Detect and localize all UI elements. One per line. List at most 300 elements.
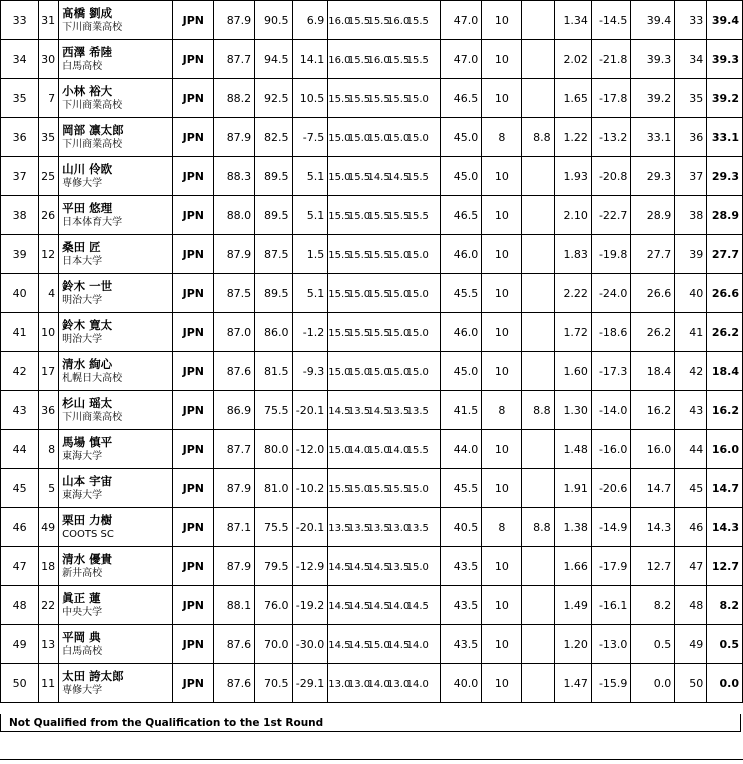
distance-cell: 86.0 [255, 313, 292, 352]
judge-score: 14.5 [328, 405, 351, 417]
wind-cell: 2.10 [554, 196, 591, 235]
table-row [1, 586, 743, 625]
wind-cell: 1.91 [554, 469, 591, 508]
athlete-cell [59, 469, 173, 508]
round-points-cell: 14.3 [631, 508, 675, 547]
judge-score: 16.0 [328, 54, 351, 66]
wind-cell: 2.22 [554, 274, 591, 313]
judge-score: 13.5 [347, 405, 371, 417]
total-points-cell: 16.0 [707, 430, 743, 469]
country-cell: JPN [173, 508, 214, 547]
athlete-club: 白馬高校 [62, 645, 103, 657]
bib-cell: 10 [39, 313, 59, 352]
athlete-cell [59, 157, 173, 196]
round-rank-cell: 35 [675, 79, 707, 118]
judge-scores-cell [328, 352, 441, 391]
athlete-name: 清水 絢心 [62, 356, 113, 371]
round-points-cell: 26.2 [631, 313, 675, 352]
judge-score: 15.0 [406, 288, 429, 300]
table-row [1, 352, 743, 391]
round-rank-cell: 34 [675, 40, 707, 79]
judge-points-cell: 46.5 [441, 79, 482, 118]
round-points-cell: 14.7 [631, 469, 675, 508]
judge-score: 15.5 [367, 210, 390, 222]
athlete-name: 平田 悠理 [62, 200, 113, 215]
round-rank-cell: 41 [675, 313, 707, 352]
judge-score: 15.5 [367, 288, 390, 300]
judge-score: 15.5 [406, 15, 429, 27]
athlete-cell [59, 625, 173, 664]
not-qualified-note: Not Qualified from the Qualification to the 1st Round [0, 714, 741, 732]
judge-points-cell: 45.0 [441, 157, 482, 196]
round-rank-cell: 43 [675, 391, 707, 430]
distance-cell: 89.5 [255, 196, 292, 235]
judge-points-cell: 46.0 [441, 235, 482, 274]
speed-cell: 87.9 [214, 1, 255, 40]
rank-cell: 33 [1, 1, 39, 40]
round-rank-cell: 33 [675, 1, 707, 40]
gate-cell: 10 [482, 79, 522, 118]
table-row [1, 118, 743, 157]
athlete-club: 東海大学 [62, 489, 103, 501]
judge-score: 14.0 [367, 678, 390, 690]
country-cell: JPN [173, 196, 214, 235]
athlete-name: 岡部 凛太郎 [62, 122, 124, 137]
judge-points-cell: 45.5 [441, 469, 482, 508]
country-cell: JPN [173, 118, 214, 157]
athlete-name: 山川 伶欧 [62, 161, 113, 176]
rank-cell: 36 [1, 118, 39, 157]
judge-score: 15.5 [406, 54, 429, 66]
gate-cell: 10 [482, 40, 522, 79]
country-cell: JPN [173, 235, 214, 274]
speed-cell: 87.1 [214, 508, 255, 547]
athlete-club: 専修大学 [62, 684, 103, 696]
judge-score: 13.5 [406, 522, 429, 534]
table-row [1, 157, 743, 196]
judge-score: 14.0 [406, 678, 429, 690]
athlete-name: 鈴木 一世 [62, 278, 113, 293]
athlete-cell [59, 196, 173, 235]
round-points-cell: 29.3 [631, 157, 675, 196]
judge-score: 15.0 [406, 132, 429, 144]
judge-scores-cell [328, 79, 441, 118]
judge-score: 15.5 [347, 93, 371, 105]
rank-cell: 45 [1, 469, 39, 508]
round-points-cell: 26.6 [631, 274, 675, 313]
athlete-cell [59, 118, 173, 157]
athlete-name: 栗田 力樹 [62, 512, 113, 527]
wind-cell: 1.65 [554, 79, 591, 118]
distance-points-cell: 14.1 [292, 40, 328, 79]
judge-points-cell: 47.0 [441, 40, 482, 79]
judge-points-cell: 43.5 [441, 625, 482, 664]
judge-score: 15.5 [328, 249, 351, 261]
judge-score: 15.5 [387, 54, 410, 66]
gate-cell: 10 [482, 1, 522, 40]
athlete-cell [59, 664, 173, 703]
country-cell: JPN [173, 274, 214, 313]
judge-score: 15.5 [347, 171, 371, 183]
gate-points-cell [522, 157, 554, 196]
bib-cell: 7 [39, 79, 59, 118]
judge-score: 15.0 [406, 327, 429, 339]
judge-score: 13.5 [406, 405, 429, 417]
wind-points-cell: -24.0 [591, 274, 630, 313]
judge-score: 15.0 [328, 171, 351, 183]
rank-cell: 41 [1, 313, 39, 352]
judge-scores-cell [328, 625, 441, 664]
judge-scores-cell [328, 508, 441, 547]
distance-points-cell: -20.1 [292, 391, 328, 430]
wind-points-cell: -13.2 [591, 118, 630, 157]
wind-points-cell: -17.3 [591, 352, 630, 391]
wind-cell: 1.48 [554, 430, 591, 469]
judge-score: 14.5 [387, 639, 410, 651]
distance-cell: 70.0 [255, 625, 292, 664]
total-points-cell: 33.1 [707, 118, 743, 157]
wind-points-cell: -13.0 [591, 625, 630, 664]
athlete-name: 山本 宇宙 [62, 473, 113, 488]
judge-points-cell: 41.5 [441, 391, 482, 430]
judge-scores-cell [328, 313, 441, 352]
rank-cell: 46 [1, 508, 39, 547]
round-rank-cell: 44 [675, 430, 707, 469]
judge-score: 15.0 [406, 561, 429, 573]
country-cell: JPN [173, 586, 214, 625]
judge-score: 15.0 [387, 327, 410, 339]
judge-scores-cell [328, 586, 441, 625]
total-points-cell: 39.3 [707, 40, 743, 79]
country-cell: JPN [173, 469, 214, 508]
bib-cell: 35 [39, 118, 59, 157]
judge-score: 15.0 [406, 483, 429, 495]
round-points-cell: 39.4 [631, 1, 675, 40]
judge-score: 15.5 [387, 93, 410, 105]
round-rank-cell: 46 [675, 508, 707, 547]
athlete-club: 明治大学 [62, 294, 103, 306]
wind-cell: 2.02 [554, 40, 591, 79]
distance-cell: 81.5 [255, 352, 292, 391]
gate-cell: 10 [482, 235, 522, 274]
distance-cell: 94.5 [255, 40, 292, 79]
round-points-cell: 16.2 [631, 391, 675, 430]
total-points-cell: 26.6 [707, 274, 743, 313]
athlete-club: 明治大学 [62, 333, 103, 345]
wind-cell: 1.66 [554, 547, 591, 586]
total-points-cell: 14.3 [707, 508, 743, 547]
bib-cell: 5 [39, 469, 59, 508]
judge-score: 16.0 [387, 15, 410, 27]
gate-points-cell [522, 313, 554, 352]
round-rank-cell: 42 [675, 352, 707, 391]
table-row [1, 508, 743, 547]
round-rank-cell: 47 [675, 547, 707, 586]
distance-points-cell: -12.0 [292, 430, 328, 469]
judge-score: 13.0 [387, 522, 410, 534]
athlete-name: 桑田 匠 [62, 239, 101, 254]
gate-points-cell: 8.8 [522, 508, 554, 547]
country-cell: JPN [173, 430, 214, 469]
judge-score: 13.5 [347, 522, 371, 534]
distance-cell: 92.5 [255, 79, 292, 118]
athlete-cell [59, 79, 173, 118]
total-points-cell: 26.2 [707, 313, 743, 352]
athlete-name: 小林 裕大 [62, 83, 113, 98]
judge-score: 15.5 [367, 15, 390, 27]
wind-points-cell: -16.1 [591, 586, 630, 625]
speed-cell: 87.9 [214, 547, 255, 586]
round-rank-cell: 40 [675, 274, 707, 313]
table-row [1, 40, 743, 79]
judge-score: 13.5 [328, 522, 351, 534]
judge-score: 15.5 [347, 15, 371, 27]
judge-score: 15.5 [347, 327, 371, 339]
athlete-club: 札幌日大高校 [62, 372, 123, 384]
distance-points-cell: -19.2 [292, 586, 328, 625]
bib-cell: 36 [39, 391, 59, 430]
bib-cell: 11 [39, 664, 59, 703]
judge-score: 15.0 [387, 132, 410, 144]
gate-cell: 10 [482, 469, 522, 508]
judge-points-cell: 43.5 [441, 586, 482, 625]
judge-points-cell: 44.0 [441, 430, 482, 469]
speed-cell: 87.7 [214, 40, 255, 79]
table-row [1, 1, 743, 40]
country-cell: JPN [173, 391, 214, 430]
gate-points-cell [522, 274, 554, 313]
total-points-cell: 39.4 [707, 1, 743, 40]
round-rank-cell: 48 [675, 586, 707, 625]
total-points-cell: 29.3 [707, 157, 743, 196]
judge-score: 14.5 [387, 171, 410, 183]
speed-cell: 88.2 [214, 79, 255, 118]
round-points-cell: 18.4 [631, 352, 675, 391]
athlete-cell [59, 313, 173, 352]
judge-points-cell: 45.0 [441, 118, 482, 157]
speed-cell: 86.9 [214, 391, 255, 430]
judge-score: 15.5 [406, 210, 429, 222]
bottom-divider [0, 759, 743, 760]
judge-score: 13.0 [328, 678, 351, 690]
judge-points-cell: 45.0 [441, 352, 482, 391]
judge-score: 15.5 [347, 249, 371, 261]
round-points-cell: 39.2 [631, 79, 675, 118]
round-points-cell: 12.7 [631, 547, 675, 586]
gate-points-cell [522, 1, 554, 40]
round-rank-cell: 39 [675, 235, 707, 274]
wind-points-cell: -19.8 [591, 235, 630, 274]
total-points-cell: 27.7 [707, 235, 743, 274]
judge-score: 15.0 [367, 444, 390, 456]
judge-scores-cell [328, 664, 441, 703]
distance-points-cell: 1.5 [292, 235, 328, 274]
speed-cell: 87.6 [214, 625, 255, 664]
judge-score: 14.5 [347, 639, 371, 651]
bib-cell: 49 [39, 508, 59, 547]
gate-points-cell [522, 352, 554, 391]
judge-score: 15.5 [367, 249, 390, 261]
judge-score: 15.5 [347, 54, 371, 66]
bib-cell: 31 [39, 1, 59, 40]
judge-score: 15.0 [328, 444, 351, 456]
gate-points-cell [522, 79, 554, 118]
judge-score: 14.0 [387, 444, 410, 456]
athlete-name: 鈴木 寛太 [62, 317, 113, 332]
judge-points-cell: 46.0 [441, 313, 482, 352]
wind-cell: 1.22 [554, 118, 591, 157]
bib-cell: 30 [39, 40, 59, 79]
round-points-cell: 28.9 [631, 196, 675, 235]
wind-cell: 1.38 [554, 508, 591, 547]
athlete-name: 清水 優貴 [62, 551, 113, 566]
athlete-club: COOTS SC [62, 528, 114, 540]
judge-scores-cell [328, 118, 441, 157]
athlete-cell [59, 391, 173, 430]
judge-score: 13.0 [387, 678, 410, 690]
judge-score: 15.5 [328, 210, 351, 222]
judge-score: 15.5 [328, 327, 351, 339]
bib-cell: 8 [39, 430, 59, 469]
speed-cell: 87.6 [214, 664, 255, 703]
gate-cell: 8 [482, 391, 522, 430]
table-row [1, 274, 743, 313]
athlete-cell [59, 352, 173, 391]
gate-cell: 10 [482, 157, 522, 196]
wind-cell: 1.47 [554, 664, 591, 703]
athlete-club: 下川商業高校 [62, 99, 123, 111]
judge-score: 14.5 [328, 600, 351, 612]
judge-score: 14.0 [387, 600, 410, 612]
judge-score: 15.5 [406, 444, 429, 456]
rank-cell: 37 [1, 157, 39, 196]
round-rank-cell: 37 [675, 157, 707, 196]
distance-points-cell: -1.2 [292, 313, 328, 352]
wind-points-cell: -15.9 [591, 664, 630, 703]
country-cell: JPN [173, 79, 214, 118]
speed-cell: 87.9 [214, 469, 255, 508]
round-rank-cell: 50 [675, 664, 707, 703]
distance-cell: 89.5 [255, 157, 292, 196]
judge-score: 16.0 [328, 15, 351, 27]
judge-points-cell: 47.0 [441, 1, 482, 40]
athlete-cell [59, 430, 173, 469]
judge-score: 15.5 [367, 483, 390, 495]
judge-score: 14.5 [347, 561, 371, 573]
judge-score: 14.5 [367, 405, 390, 417]
judge-score: 15.0 [347, 132, 371, 144]
total-points-cell: 0.5 [707, 625, 743, 664]
wind-points-cell: -17.9 [591, 547, 630, 586]
country-cell: JPN [173, 547, 214, 586]
wind-cell: 1.30 [554, 391, 591, 430]
athlete-club: 日本体育大学 [62, 216, 123, 228]
athlete-name: 西澤 希陸 [62, 44, 113, 59]
table-row [1, 664, 743, 703]
athlete-club: 白馬高校 [62, 60, 103, 72]
judge-scores-cell [328, 469, 441, 508]
judge-score: 15.0 [347, 288, 371, 300]
athlete-cell [59, 508, 173, 547]
judge-score: 15.5 [387, 483, 410, 495]
total-points-cell: 8.2 [707, 586, 743, 625]
country-cell: JPN [173, 313, 214, 352]
round-points-cell: 0.0 [631, 664, 675, 703]
athlete-name: 髙橋 劉成 [62, 5, 113, 20]
gate-points-cell [522, 625, 554, 664]
athlete-cell [59, 274, 173, 313]
wind-points-cell: -14.0 [591, 391, 630, 430]
bib-cell: 4 [39, 274, 59, 313]
athlete-club: 新井高校 [62, 567, 103, 579]
gate-points-cell [522, 196, 554, 235]
judge-score: 15.0 [387, 249, 410, 261]
country-cell: JPN [173, 664, 214, 703]
gate-points-cell [522, 235, 554, 274]
gate-points-cell: 8.8 [522, 118, 554, 157]
judge-score: 15.5 [387, 210, 410, 222]
athlete-cell [59, 235, 173, 274]
athlete-club: 下川商業高校 [62, 411, 123, 423]
gate-points-cell [522, 586, 554, 625]
judge-score: 15.0 [347, 483, 371, 495]
rank-cell: 39 [1, 235, 39, 274]
gate-points-cell [522, 40, 554, 79]
athlete-club: 中央大学 [62, 606, 103, 618]
table-row [1, 235, 743, 274]
judge-points-cell: 40.5 [441, 508, 482, 547]
judge-score: 15.0 [406, 249, 429, 261]
speed-cell: 87.6 [214, 352, 255, 391]
judge-score: 14.0 [406, 639, 429, 651]
total-points-cell: 0.0 [707, 664, 743, 703]
judge-score: 15.0 [406, 366, 429, 378]
rank-cell: 44 [1, 430, 39, 469]
rank-cell: 35 [1, 79, 39, 118]
judge-score: 15.0 [387, 288, 410, 300]
athlete-club: 下川商業高校 [62, 21, 123, 33]
round-rank-cell: 49 [675, 625, 707, 664]
speed-cell: 88.3 [214, 157, 255, 196]
total-points-cell: 16.2 [707, 391, 743, 430]
table-row [1, 430, 743, 469]
round-points-cell: 27.7 [631, 235, 675, 274]
judge-score: 15.0 [367, 639, 390, 651]
athlete-club: 日本大学 [62, 255, 103, 267]
distance-cell: 81.0 [255, 469, 292, 508]
gate-points-cell [522, 547, 554, 586]
gate-points-cell [522, 664, 554, 703]
judge-score: 14.5 [367, 561, 390, 573]
judge-score: 15.0 [328, 366, 351, 378]
athlete-cell [59, 1, 173, 40]
round-rank-cell: 45 [675, 469, 707, 508]
wind-cell: 1.34 [554, 1, 591, 40]
rank-cell: 47 [1, 547, 39, 586]
athlete-cell [59, 547, 173, 586]
gate-cell: 10 [482, 586, 522, 625]
rank-cell: 40 [1, 274, 39, 313]
judge-score: 13.5 [367, 522, 390, 534]
rank-cell: 50 [1, 664, 39, 703]
judge-score: 15.0 [347, 366, 371, 378]
judge-score: 13.0 [347, 678, 371, 690]
round-points-cell: 39.3 [631, 40, 675, 79]
gate-points-cell [522, 469, 554, 508]
wind-points-cell: -20.6 [591, 469, 630, 508]
wind-cell: 1.72 [554, 313, 591, 352]
judge-score: 15.5 [406, 171, 429, 183]
